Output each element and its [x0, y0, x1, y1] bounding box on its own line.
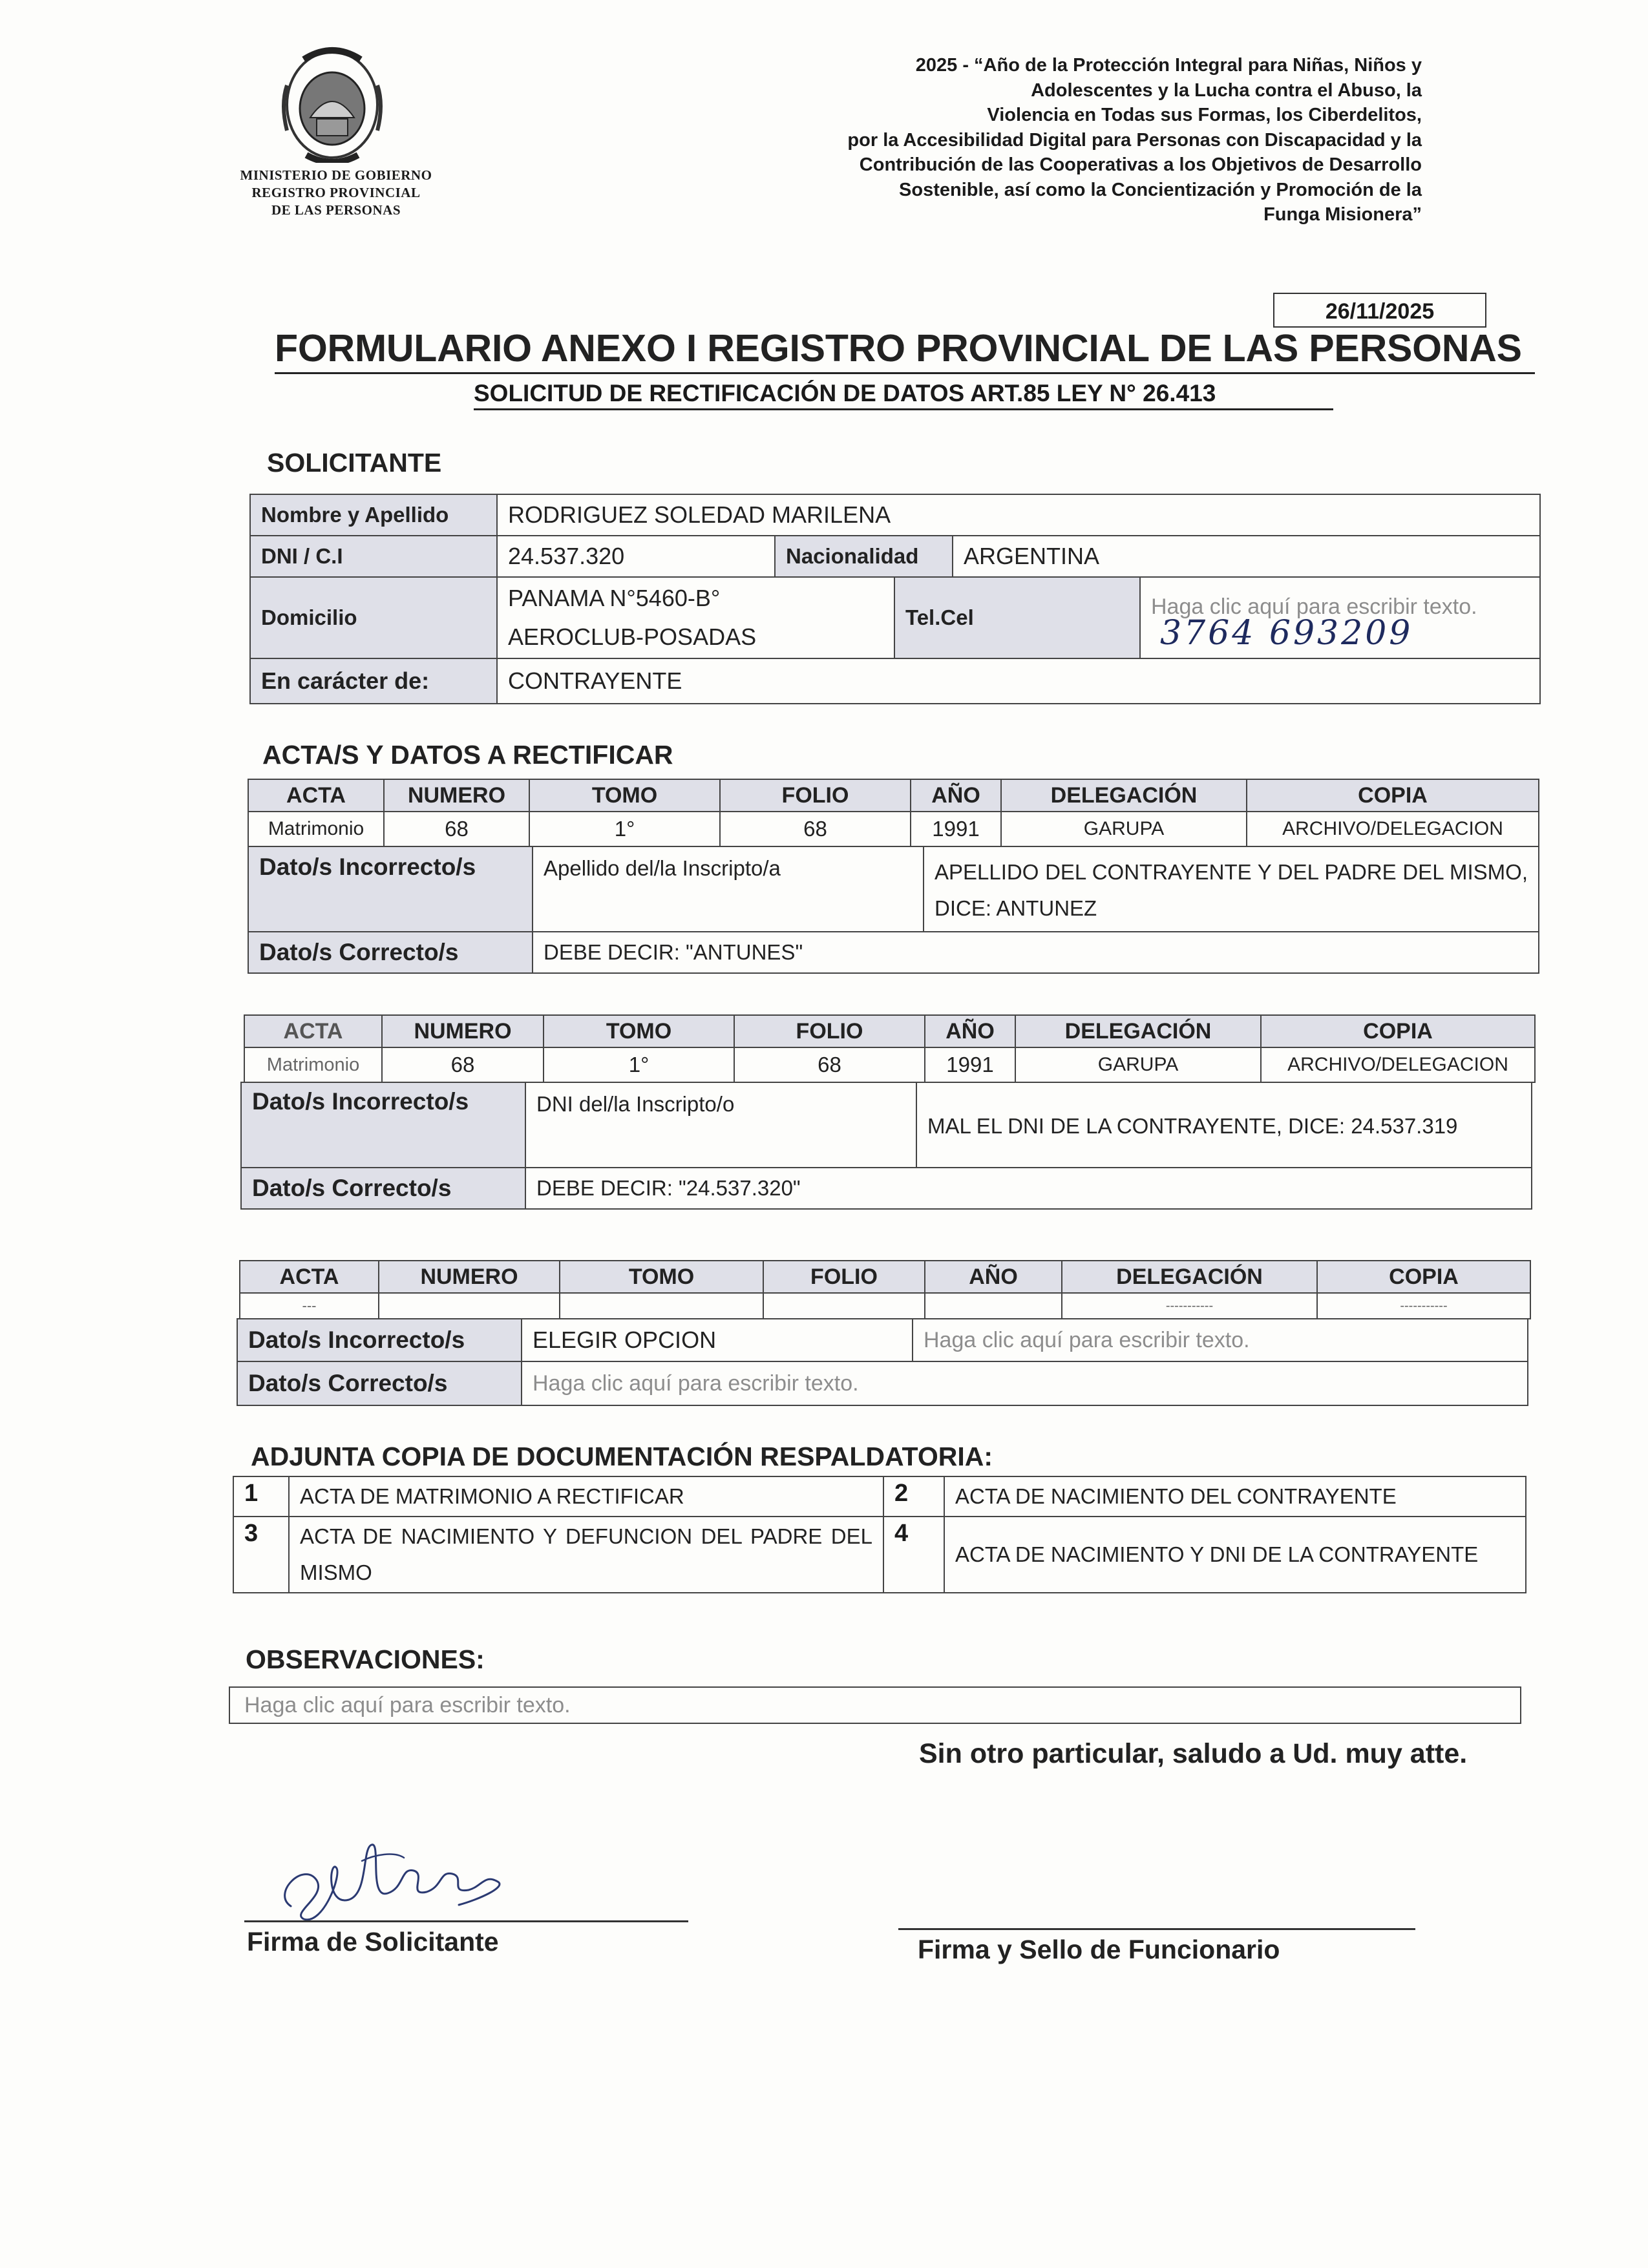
caracter-field[interactable]: CONTRAYENTE [497, 658, 1540, 704]
domicilio-line: AEROCLUB-POSADAS [508, 624, 757, 650]
col-copia: COPIA [1317, 1261, 1530, 1293]
domicilio-field[interactable] [497, 577, 894, 658]
funcionario-signature-label: Firma y Sello de Funcionario [918, 1935, 1280, 1964]
date-field[interactable]: 26/11/2025 [1273, 293, 1486, 328]
col-acta: ACTA [240, 1261, 379, 1293]
delegacion-field[interactable]: ----------- [1062, 1293, 1317, 1319]
anio-field[interactable]: 1991 [911, 812, 1001, 846]
domicilio-line: PANAMA N°5460-B° [508, 585, 721, 611]
col-delegacion: DELEGACIÓN [1015, 1015, 1261, 1047]
year-motto [698, 53, 1422, 227]
col-numero: NUMERO [384, 779, 529, 812]
acta-block-3-data [237, 1318, 1528, 1406]
col-anio: AÑO [911, 779, 1001, 812]
copia-field[interactable]: ----------- [1317, 1293, 1530, 1319]
col-numero: NUMERO [379, 1261, 560, 1293]
tel-label: Tel.Cel [894, 577, 1140, 658]
copia-field[interactable]: ARCHIVO/DELEGACION [1261, 1047, 1535, 1082]
adjunta-table [233, 1476, 1527, 1593]
col-anio: AÑO [925, 1015, 1015, 1047]
solicitante-heading: SOLICITANTE [267, 448, 442, 478]
col-folio: FOLIO [720, 779, 911, 812]
acta-block-2-data [240, 1082, 1532, 1210]
org-line: REGISTRO PROVINCIAL [251, 185, 421, 200]
funcionario-signature-line [898, 1928, 1415, 1930]
tel-field[interactable] [1140, 577, 1540, 658]
numero-field[interactable]: 68 [382, 1047, 544, 1082]
solicitante-signature-line [244, 1920, 688, 1922]
col-delegacion: DELEGACIÓN [1001, 779, 1247, 812]
incorrect-field-select[interactable]: DNI del/la Inscripto/o [525, 1082, 916, 1168]
observaciones-heading: OBSERVACIONES: [246, 1644, 485, 1674]
tomo-field[interactable]: 1° [544, 1047, 734, 1082]
incorrect-detail-field[interactable]: APELLIDO DEL CONTRAYENTE Y DEL PADRE DEL MISMO, DICE: ANTUNEZ [924, 846, 1539, 932]
col-copia: COPIA [1261, 1015, 1535, 1047]
col-tomo: TOMO [560, 1261, 763, 1293]
incorrect-label: Dato/s Incorrecto/s [241, 1082, 525, 1168]
motto-line: Contribución de las Cooperativas a los Objetivos de Desarrollo [859, 154, 1422, 175]
folio-field[interactable]: 68 [734, 1047, 925, 1082]
doc-item[interactable]: ACTA DE MATRIMONIO A RECTIFICAR [289, 1476, 883, 1517]
acta-block-1-grid [248, 779, 1539, 847]
observaciones-field[interactable]: Haga clic aquí para escribir texto. [229, 1686, 1521, 1724]
ministry-name [233, 167, 439, 219]
nacionalidad-field[interactable]: ARGENTINA [953, 536, 1540, 577]
nacionalidad-label: Nacionalidad [775, 536, 953, 577]
tel-placeholder: Haga clic aquí para escribir texto. [1151, 594, 1477, 619]
solicitante-table [249, 494, 1541, 704]
col-delegacion: DELEGACIÓN [1062, 1261, 1317, 1293]
delegacion-field[interactable]: GARUPA [1001, 812, 1247, 846]
doc-item[interactable]: ACTA DE NACIMIENTO Y DEFUNCION DEL PADRE DEL MISMO [289, 1517, 883, 1593]
anio-field[interactable]: 1991 [925, 1047, 1015, 1082]
incorrect-detail-field[interactable]: MAL EL DNI DE LA CONTRAYENTE, DICE: 24.537.319 [916, 1082, 1532, 1168]
motto-line: 2025 - “Año de la Protección Integral para Niñas, Niños y [915, 55, 1422, 76]
col-numero: NUMERO [382, 1015, 544, 1047]
folio-field[interactable] [763, 1293, 925, 1319]
col-tomo: TOMO [529, 779, 720, 812]
provincial-seal-icon [278, 47, 386, 163]
col-tomo: TOMO [544, 1015, 734, 1047]
org-line: DE LAS PERSONAS [271, 202, 401, 218]
motto-line: Violencia en Todas sus Formas, los Ciberdelitos, [987, 105, 1422, 125]
tel-handwritten: 3764 693209 [1160, 614, 1413, 653]
folio-field[interactable]: 68 [720, 812, 911, 846]
doc-number: 4 [883, 1517, 944, 1593]
motto-line: Sostenible, así como la Concientización y Promoción de la [899, 179, 1422, 200]
anio-field[interactable] [925, 1293, 1062, 1319]
col-acta: ACTA [244, 1015, 382, 1047]
caracter-label: En carácter de: [250, 658, 497, 704]
numero-field[interactable] [379, 1293, 560, 1319]
correct-field[interactable]: DEBE DECIR: "ANTUNES" [533, 932, 1539, 973]
copia-field[interactable]: ARCHIVO/DELEGACION [1247, 812, 1539, 846]
solicitante-signature-label: Firma de Solicitante [247, 1927, 499, 1957]
col-copia: COPIA [1247, 779, 1539, 812]
col-folio: FOLIO [763, 1261, 925, 1293]
correct-field[interactable]: DEBE DECIR: "24.537.320" [525, 1168, 1532, 1209]
actas-heading: ACTA/S Y DATOS A RECTIFICAR [262, 740, 673, 770]
nombre-field[interactable]: RODRIGUEZ SOLEDAD MARILENA [497, 494, 1540, 536]
acta-field[interactable]: --- [240, 1293, 379, 1319]
correct-label: Dato/s Correcto/s [248, 932, 533, 973]
motto-line: Funga Misionera” [1263, 204, 1422, 225]
col-folio: FOLIO [734, 1015, 925, 1047]
doc-number: 3 [233, 1517, 289, 1593]
doc-number: 1 [233, 1476, 289, 1517]
acta-field[interactable]: Matrimonio [244, 1047, 382, 1082]
doc-item[interactable]: ACTA DE NACIMIENTO Y DNI DE LA CONTRAYENTE [944, 1517, 1526, 1593]
acta-block-3-grid [239, 1260, 1531, 1319]
acta-block-1-data [248, 846, 1539, 974]
motto-line: Adolescentes y la Lucha contra el Abuso, la [1031, 79, 1422, 101]
adjunta-heading: ADJUNTA COPIA DE DOCUMENTACIÓN RESPALDATORIA: [251, 1442, 993, 1471]
nombre-label: Nombre y Apellido [250, 494, 497, 536]
doc-number: 2 [883, 1476, 944, 1517]
col-anio: AÑO [925, 1261, 1062, 1293]
col-acta: ACTA [248, 779, 384, 812]
correct-label: Dato/s Correcto/s [237, 1361, 522, 1405]
acta-block-2-grid [244, 1014, 1536, 1083]
closing-text: Sin otro particular, saludo a Ud. muy atte. [919, 1738, 1468, 1769]
org-line: MINISTERIO DE GOBIERNO [240, 167, 432, 183]
tomo-field[interactable]: 1° [529, 812, 720, 846]
acta-field[interactable]: Matrimonio [248, 812, 384, 846]
incorrect-field-select[interactable]: Apellido del/la Inscripto/a [533, 846, 924, 932]
correct-field[interactable]: Haga clic aquí para escribir texto. [522, 1361, 1528, 1405]
correct-label: Dato/s Correcto/s [241, 1168, 525, 1209]
dni-label: DNI / C.I [250, 536, 497, 577]
domicilio-label: Domicilio [250, 577, 497, 658]
motto-line: por la Accesibilidad Digital para Personas con Discapacidad y la [847, 129, 1422, 151]
incorrect-label: Dato/s Incorrecto/s [248, 846, 533, 932]
doc-item[interactable]: ACTA DE NACIMIENTO DEL CONTRAYENTE [944, 1476, 1526, 1517]
dni-field[interactable]: 24.537.320 [497, 536, 775, 577]
form-subtitle: SOLICITUD DE RECTIFICACIÓN DE DATOS ART.85 LEY N° 26.413 [474, 379, 1333, 410]
signature-icon [265, 1835, 517, 1932]
incorrect-label: Dato/s Incorrecto/s [237, 1319, 522, 1361]
incorrect-detail-field[interactable]: Haga clic aquí para escribir texto. [913, 1319, 1528, 1361]
delegacion-field[interactable]: GARUPA [1015, 1047, 1261, 1082]
form-title: FORMULARIO ANEXO I REGISTRO PROVINCIAL DE LAS PERSONAS [275, 324, 1535, 374]
incorrect-field-select[interactable]: ELEGIR OPCION [522, 1319, 913, 1361]
tomo-field[interactable] [560, 1293, 763, 1319]
numero-field[interactable]: 68 [384, 812, 529, 846]
